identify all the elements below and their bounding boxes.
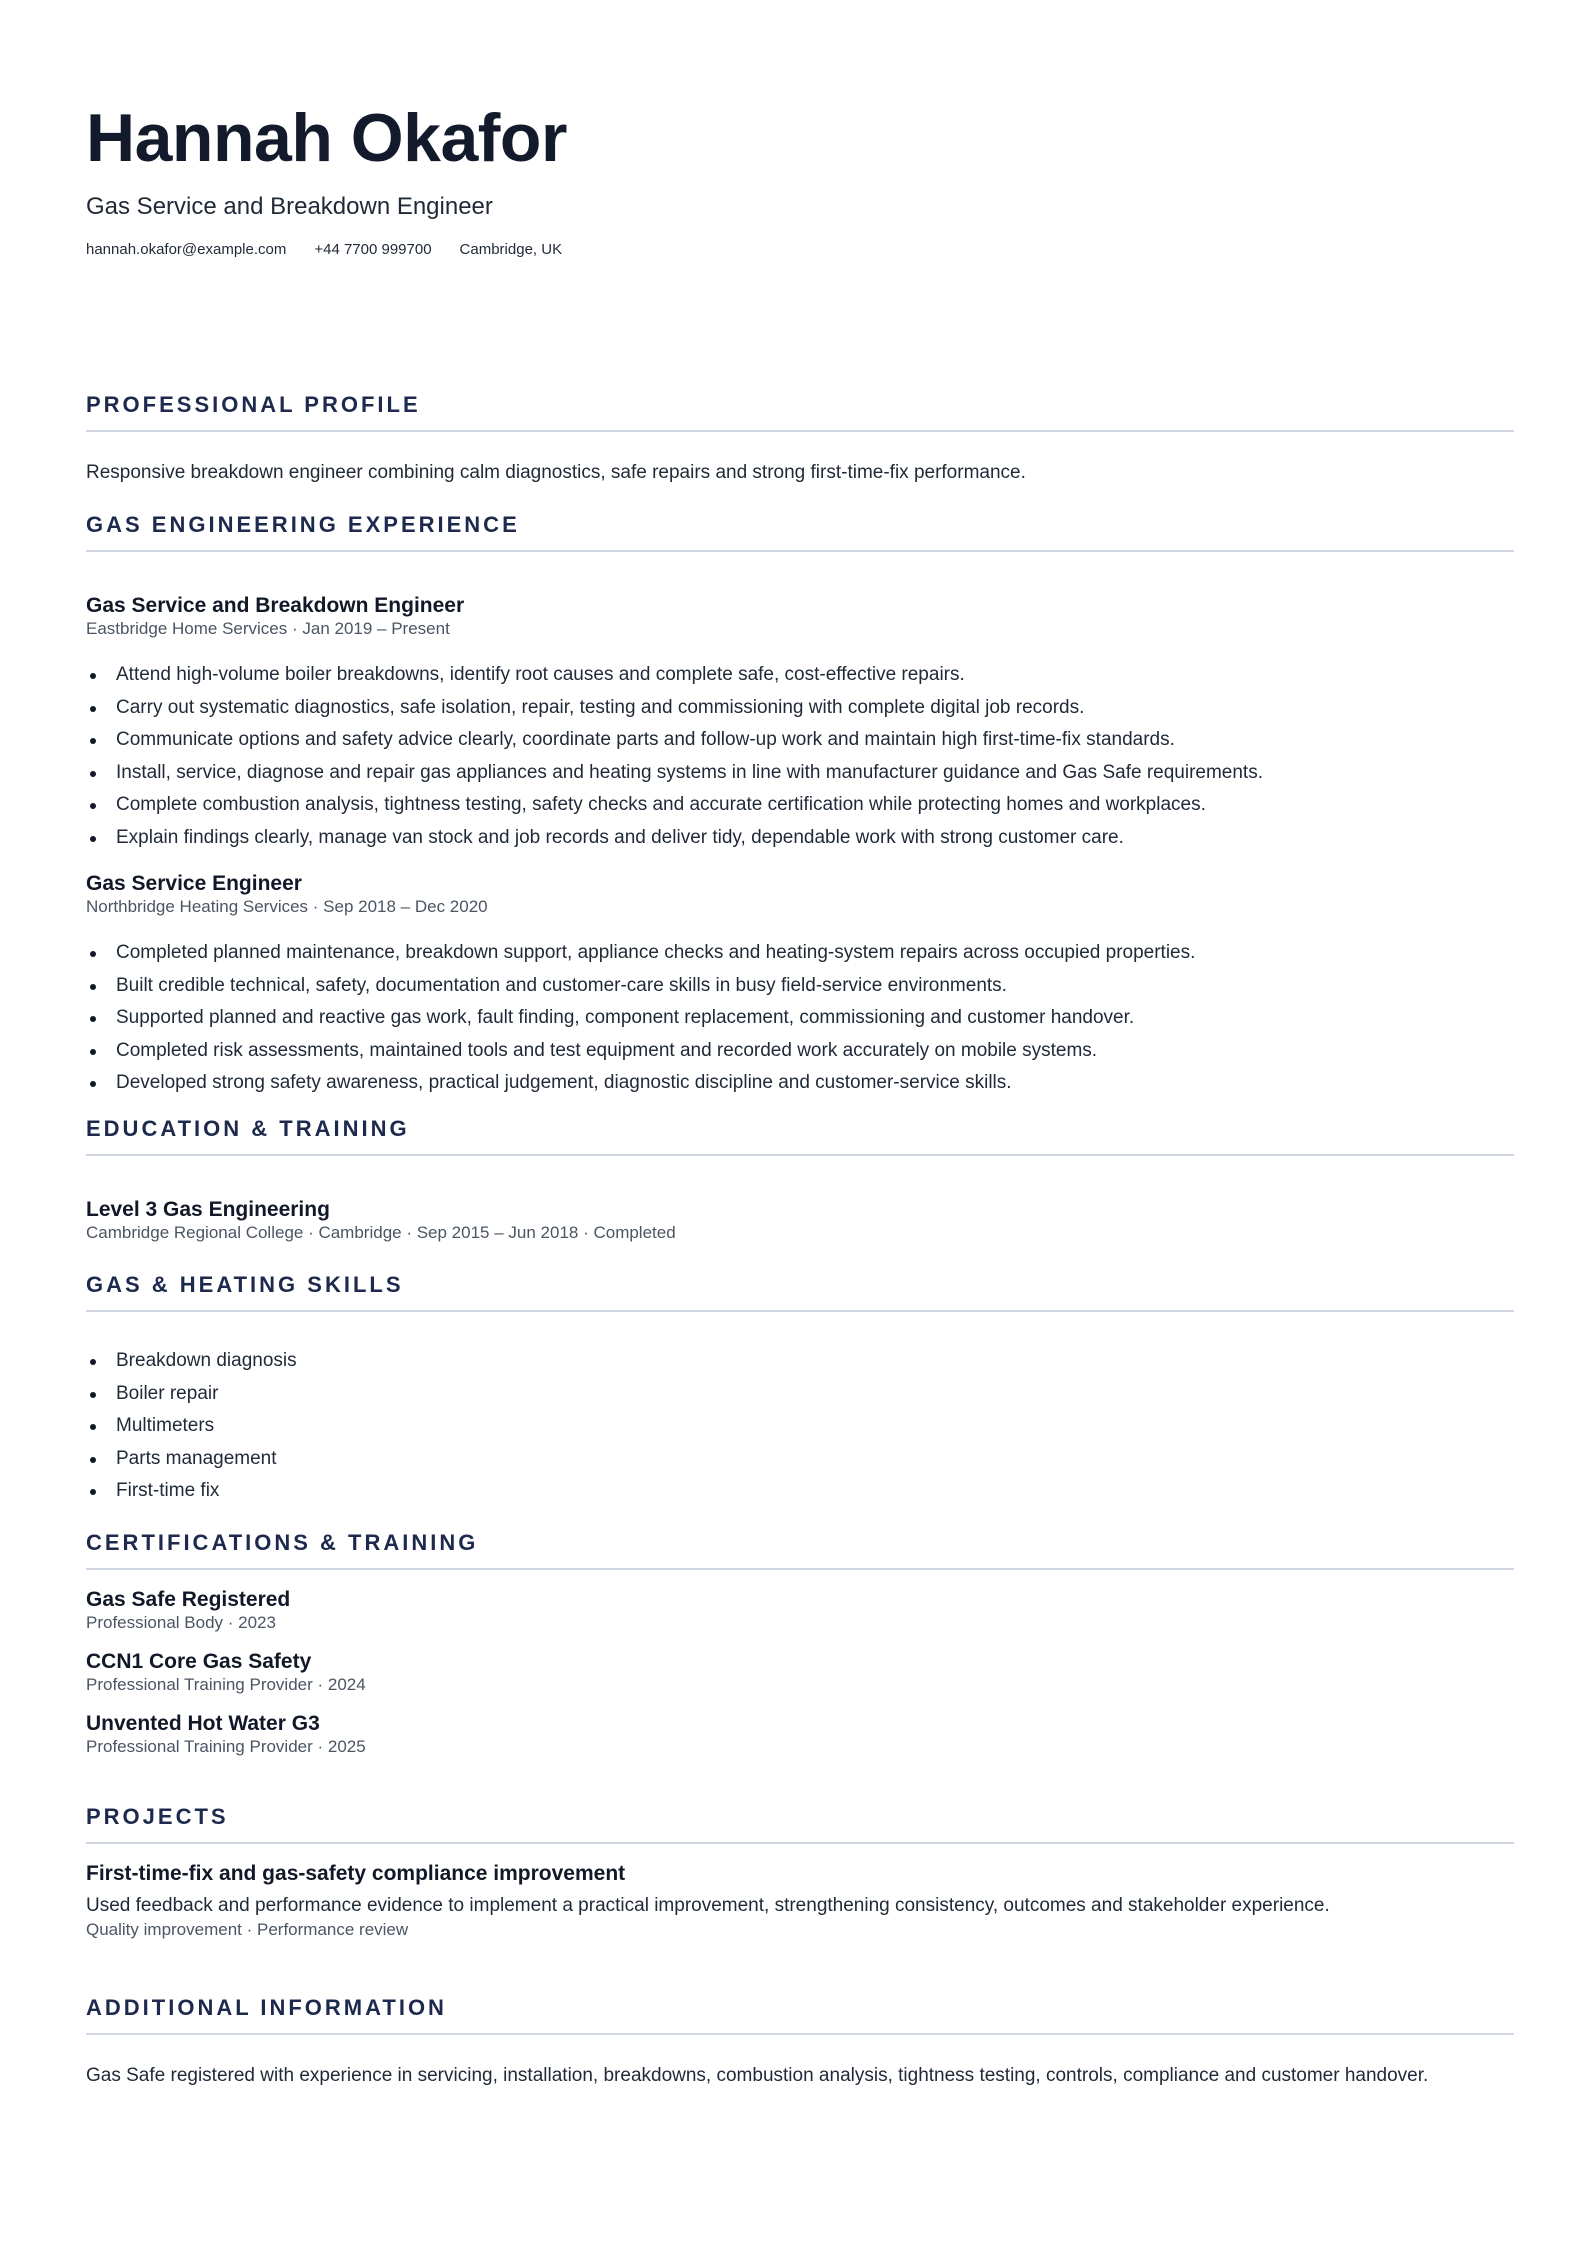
- contact-location: Cambridge, UK: [459, 241, 563, 258]
- contact-line: [86, 240, 1502, 260]
- job-bullet: Completed risk assessments, maintained tools and test equipment and recorded work accurately on mobile systems.: [116, 1035, 1514, 1068]
- project-name: First-time-fix and gas-safety compliance improvement: [86, 1862, 626, 1885]
- job-entry: [86, 594, 1514, 854]
- education-name: Level 3 Gas Engineering: [86, 1198, 330, 1221]
- candidate-name: Hannah Okafor: [86, 100, 567, 176]
- job-bullet: Complete combustion analysis, tightness testing, safety checks and accurate certification while protecting homes and workplaces.: [116, 789, 1514, 822]
- job-bullet: Supported planned and reactive gas work, fault finding, component replacement, commissioning and customer handover.: [116, 1002, 1514, 1035]
- job-entry: [86, 872, 1514, 1100]
- job-bullet: Developed strong safety awareness, practical judgement, diagnostic discipline and customer-service skills.: [116, 1067, 1514, 1100]
- skill-item: Breakdown diagnosis: [116, 1345, 1514, 1378]
- job-bullet: Explain findings clearly, manage van stock and job records and deliver tidy, dependable work with strong customer care.: [116, 822, 1514, 855]
- job-role: Gas Service and Breakdown Engineer: [86, 594, 465, 617]
- certification-name: CCN1 Core Gas Safety: [86, 1650, 312, 1673]
- job-bullet: Install, service, diagnose and repair gas appliances and heating systems in line with manufacturer guidance and Gas Safe requirements.: [116, 757, 1514, 790]
- job-meta: Northbridge Heating Services · Sep 2018 – Dec 2020: [86, 897, 488, 916]
- section-title-profile: PROFESSIONAL PROFILE: [86, 392, 1514, 432]
- certification-entry: [86, 1650, 1514, 1696]
- skill-item: First-time fix: [116, 1475, 1514, 1508]
- certification-entry: [86, 1588, 1514, 1634]
- additional-text: Gas Safe registered with experience in servicing, installation, breakdowns, combustion analysis, tightness testing, controls, compliance and customer handover.: [86, 2065, 1429, 2086]
- job-role: Gas Service Engineer: [86, 872, 302, 895]
- certification-meta: Professional Training Provider · 2024: [86, 1675, 366, 1694]
- education-meta: Cambridge Regional College · Cambridge · Sep 2015 – Jun 2018 · Completed: [86, 1223, 676, 1242]
- section-projects: [86, 1804, 1514, 1941]
- job-bullet: Completed planned maintenance, breakdown support, appliance checks and heating-system repairs across occupied properties.: [116, 937, 1514, 970]
- job-bullets: [86, 659, 1514, 854]
- project-entry: [86, 1862, 1514, 1941]
- certification-meta: Professional Training Provider · 2025: [86, 1737, 366, 1756]
- contact-email: hannah.okafor@example.com: [86, 241, 287, 258]
- section-additional: [86, 1995, 1514, 2089]
- section-title-certifications: CERTIFICATIONS & TRAINING: [86, 1530, 1514, 1570]
- section-certifications: [86, 1530, 1514, 1758]
- job-bullet: Carry out systematic diagnostics, safe isolation, repair, testing and commissioning with complete digital job records.: [116, 692, 1514, 725]
- section-experience: [86, 512, 1514, 1100]
- certification-name: Unvented Hot Water G3: [86, 1712, 320, 1735]
- candidate-headline: Gas Service and Breakdown Engineer: [86, 193, 493, 220]
- section-title-education: EDUCATION & TRAINING: [86, 1116, 1514, 1156]
- skill-item: Multimeters: [116, 1410, 1514, 1443]
- section-profile: [86, 392, 1514, 486]
- skill-item: Parts management: [116, 1443, 1514, 1476]
- job-meta: Eastbridge Home Services · Jan 2019 – Present: [86, 619, 450, 638]
- skill-item: Boiler repair: [116, 1378, 1514, 1411]
- section-skills: [86, 1272, 1514, 1508]
- job-bullet: Communicate options and safety advice clearly, coordinate parts and follow-up work and maintain high first-time-fix standards.: [116, 724, 1514, 757]
- project-description: Used feedback and performance evidence to implement a practical improvement, strengthening consistency, outcomes and stakeholder experience.: [86, 1895, 1330, 1916]
- job-bullet: Built credible technical, safety, documentation and customer-care skills in busy field-service environments.: [116, 970, 1514, 1003]
- section-title-additional: ADDITIONAL INFORMATION: [86, 1995, 1514, 2035]
- job-bullet: Attend high-volume boiler breakdowns, identify root causes and complete safe, cost-effective repairs.: [116, 659, 1514, 692]
- job-bullets: [86, 937, 1514, 1100]
- education-entry: [86, 1198, 1514, 1244]
- contact-phone: +44 7700 999700: [314, 241, 432, 258]
- profile-text: Responsive breakdown engineer combining calm diagnostics, safe repairs and strong first-time-fix performance.: [86, 462, 1026, 483]
- section-title-projects: PROJECTS: [86, 1804, 1514, 1844]
- certification-meta: Professional Body · 2023: [86, 1613, 276, 1632]
- certification-name: Gas Safe Registered: [86, 1588, 291, 1611]
- certification-entry: [86, 1712, 1514, 1758]
- skills-list: [86, 1345, 1514, 1508]
- section-education: [86, 1116, 1514, 1244]
- section-title-experience: GAS ENGINEERING EXPERIENCE: [86, 512, 1514, 552]
- section-title-skills: GAS & HEATING SKILLS: [86, 1272, 1514, 1312]
- project-meta: Quality improvement · Performance review: [86, 1920, 409, 1939]
